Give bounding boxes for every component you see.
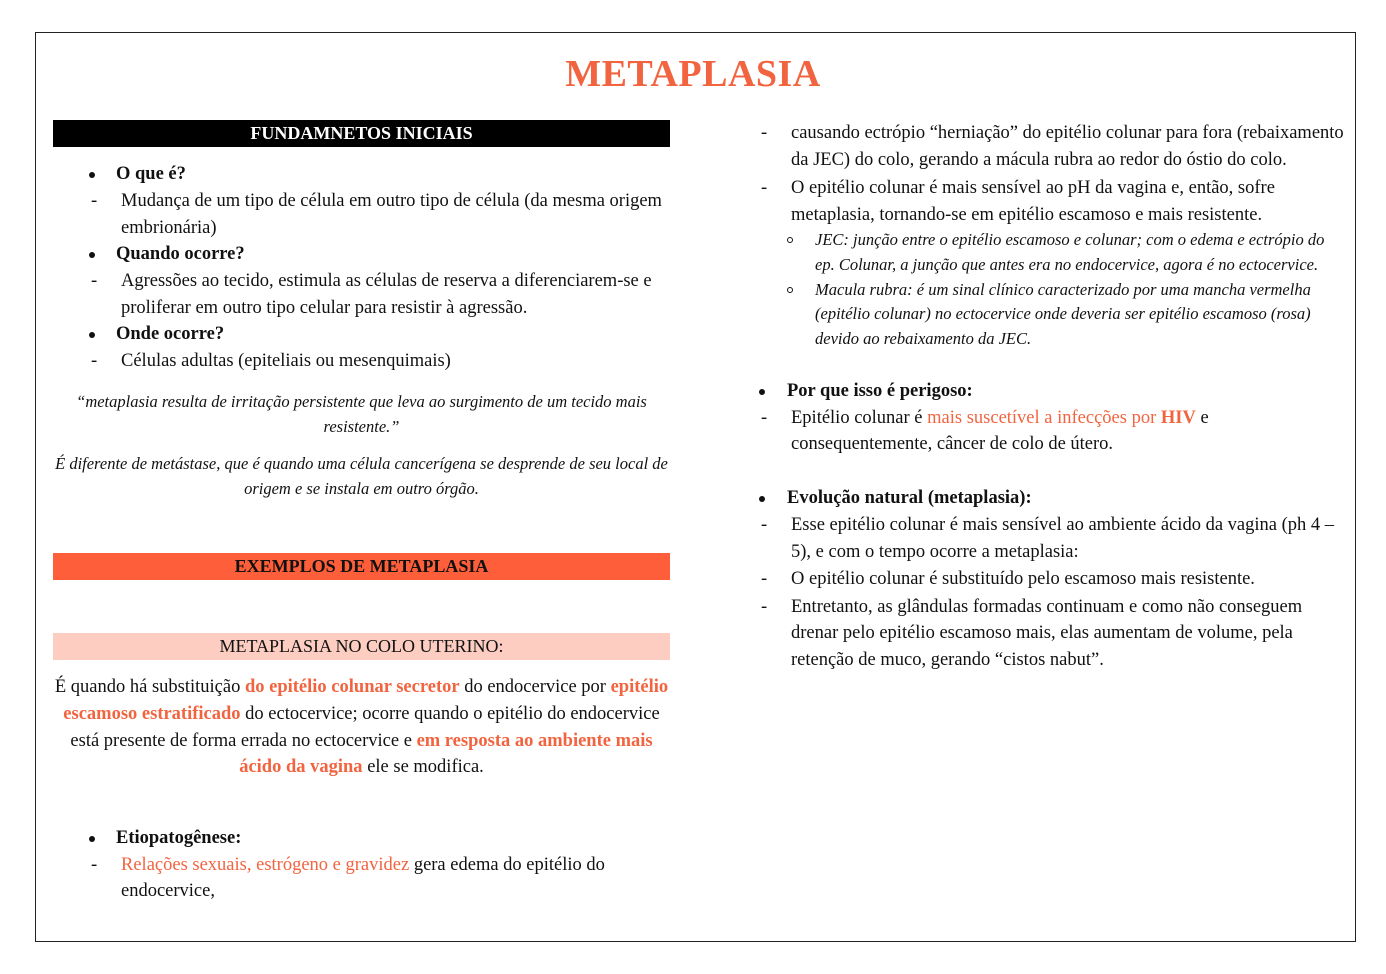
note-jec: JEC: junção entre o epitélio escamoso e colunar; com o edema e ectrópio do ep. Colunar, a junção que antes era no endocervice, agora é no ectocervice.	[757, 228, 1347, 277]
colo-highlight-1: do epitélio colunar secretor	[244, 677, 460, 698]
perigoso-detail	[757, 405, 1347, 458]
evolucao-detail-3: - Entretanto, as glândulas formadas continuam e como não conseguem drenar pelo epitélio escamoso mais, elas aumentam de volume, pela retenção de muco, gerando “cistos nabut”.	[757, 594, 1347, 674]
question-o-que-e: O que é?	[53, 161, 670, 188]
subsection-header-colo-uterino: METAPLASIA NO COLO UTERINO:	[53, 633, 670, 660]
colo-text-4: ele se modifica.	[362, 757, 484, 778]
section-header-fundamentos: FUNDAMNETOS INICIAIS	[53, 120, 670, 147]
right-column	[757, 120, 1347, 674]
etio-rest: gera edema do epitélio do endocervice,	[121, 854, 605, 902]
bullet-etiopatogenese: Etiopatogênese:	[53, 825, 670, 852]
answer-quando-ocorre: - Agressões ao tecido, estimula as células de reserva a diferenciarem-se e proliferar em outro tipo celular para resistir à agressão.	[53, 268, 670, 321]
evolucao-detail-1: - Esse epitélio colunar é mais sensível ao ambiente ácido da vagina (ph 4 – 5), e com o tempo ocorre a metaplasia:	[757, 512, 1347, 565]
perigoso-text-2: e consequentemente, câncer de colo de útero.	[791, 407, 1209, 455]
perigoso-text-1: Epitélio colunar é	[791, 407, 928, 428]
left-column	[53, 120, 670, 905]
colo-highlight-2: epitélio escamoso estratificado	[63, 677, 669, 724]
colo-highlight-3: em resposta ao ambiente mais ácido da vagina	[239, 730, 653, 778]
perigoso-hiv: HIV	[1160, 407, 1196, 428]
note-macula-rubra: Macula rubra: é um sinal clínico caracterizado por uma mancha vermelha (epitélio colunar) no ectocervice onde deveria ser epitélio escamoso (rosa) devido ao rebaixamento da JEC.	[757, 278, 1347, 352]
section-header-exemplos: EXEMPLOS DE METAPLASIA	[53, 553, 670, 580]
bullet-perigoso: Por que isso é perigoso:	[757, 378, 1347, 405]
colo-text-2: do endocervice por	[459, 677, 611, 698]
etiopatogenese-detail	[53, 852, 670, 905]
ph-sensitivity-detail: - O epitélio colunar é mais sensível ao pH da vagina e, então, sofre metaplasia, tornando-se em epitélio escamoso e mais resistente.	[757, 175, 1347, 228]
quote-metaplasia: “metaplasia resulta de irritação persistente que leva ao surgimento de um tecido mais resistente.”	[76, 391, 647, 436]
note-metastase: É diferente de metástase, que é quando uma célula cancerígena se desprende de seu local de origem e se instala em outro órgão.	[55, 454, 668, 498]
question-quando-ocorre: Quando ocorre?	[53, 241, 670, 268]
etio-highlight: Relações sexuais, estrógeno e gravidez	[121, 854, 410, 875]
question-onde-ocorre: Onde ocorre?	[53, 321, 670, 348]
colo-text-1: É quando há substituição	[54, 677, 245, 698]
evolucao-detail-2: - O epitélio colunar é substituído pelo escamoso mais resistente.	[757, 566, 1347, 593]
paragraph-colo-uterino	[53, 674, 670, 780]
perigoso-highlight: mais suscetível a infecções por	[927, 407, 1161, 428]
page-title: METAPLASIA	[565, 53, 821, 95]
colo-text-3: do ectocervice; ocorre quando o epitélio do endocervice está presente de forma errada no ectocervice e	[70, 703, 660, 751]
bullet-evolucao: Evolução natural (metaplasia):	[757, 485, 1347, 512]
answer-o-que-e: - Mudança de um tipo de célula em outro tipo de célula (da mesma origem embrionária)	[53, 188, 670, 241]
answer-onde-ocorre: - Células adultas (epiteliais ou mesenquimais)	[53, 348, 670, 375]
ectropio-detail: - causando ectrópio “herniação” do epitélio colunar para fora (rebaixamento da JEC) do colo, gerando a mácula rubra ao redor do óstio do colo.	[757, 120, 1347, 173]
